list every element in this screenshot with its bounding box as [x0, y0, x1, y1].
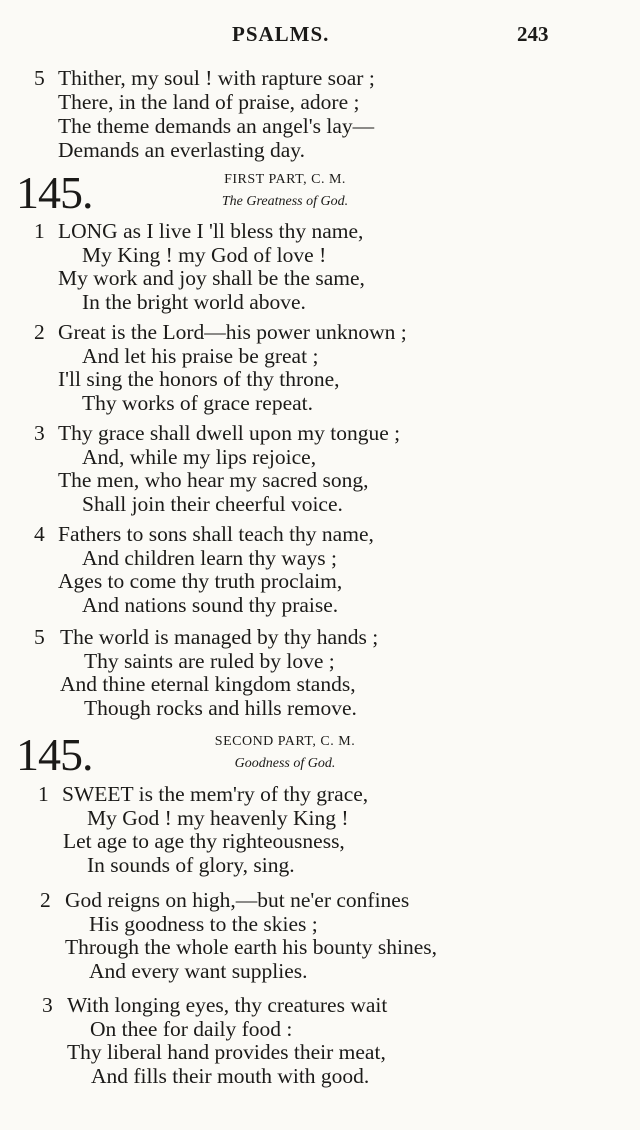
verse-line: With longing eyes, thy creatures wait: [67, 993, 388, 1017]
verse-line: The men, who hear my sacred song,: [58, 468, 369, 492]
verse-line: God reigns on high,—but ne'er confines: [65, 888, 410, 912]
verse-line: SWEET is the mem'ry of thy grace,: [62, 782, 369, 806]
verse-line: Ages to come thy truth proclaim,: [58, 569, 343, 593]
verse-line: Thither, my soul ! with rapture soar ;: [58, 66, 375, 90]
verse-line: The theme demands an angel's lay—: [58, 114, 375, 138]
stanza-number: 3: [42, 993, 53, 1017]
stanza-number: 4: [34, 522, 45, 546]
stanza-number: 3: [34, 421, 45, 445]
verse-line: Demands an everlasting day.: [58, 138, 305, 162]
verse-line: My work and joy shall be the same,: [58, 266, 365, 290]
verse-line: His goodness to the skies ;: [89, 912, 318, 936]
verse-line: Through the whole earth his bounty shines,: [65, 935, 438, 959]
stanza-number: 2: [34, 320, 45, 344]
verse-line: In sounds of glory, sing.: [87, 853, 295, 877]
stanza-number: 5: [34, 66, 45, 90]
hymn-number: 145.: [16, 167, 93, 218]
hymn-meter: FIRST PART, C. M.: [224, 172, 346, 187]
verse-line: In the bright world above.: [82, 290, 306, 314]
verse-line: Shall join their cheerful voice.: [82, 492, 343, 516]
verse-line: I'll sing the honors of thy throne,: [58, 367, 340, 391]
verse-line: Thy grace shall dwell upon my tongue ;: [58, 421, 401, 445]
verse-line: Thy works of grace repeat.: [82, 391, 314, 415]
stanza-number: 5: [34, 625, 45, 649]
stanza-number: 1: [34, 219, 45, 243]
verse-line: My King ! my God of love !: [82, 243, 327, 267]
stanza-number: 1: [38, 782, 49, 806]
verse-line: My God ! my heavenly King !: [87, 806, 349, 830]
page-header: [0, 22, 640, 52]
verse-line: And let his praise be great ;: [82, 344, 319, 368]
verse-line: LONG as I live I 'll bless thy name,: [58, 219, 364, 243]
hymn-subtitle: The Greatness of God.: [221, 194, 349, 209]
verse-line: Great is the Lord—his power unknown ;: [58, 320, 407, 344]
verse-line: Fathers to sons shall teach thy name,: [58, 522, 374, 546]
hymn-meter: SECOND PART, C. M.: [214, 734, 356, 749]
verse-line: And children learn thy ways ;: [82, 546, 337, 570]
verse-line: And nations sound thy praise.: [82, 593, 339, 617]
verse-line: Thy liberal hand provides their meat,: [67, 1040, 386, 1064]
verse-line: Though rocks and hills remove.: [84, 696, 357, 720]
verse-line: And every want supplies.: [89, 959, 308, 983]
running-title: PSALMS.: [232, 22, 330, 46]
hymn-subtitle: Goodness of God.: [234, 756, 336, 771]
verse-line: The world is managed by thy hands ;: [60, 625, 379, 649]
verse-line: And thine eternal kingdom stands,: [60, 672, 356, 696]
verse-line: Let age to age thy righteousness,: [63, 829, 345, 853]
verse-line: And fills their mouth with good.: [91, 1064, 370, 1088]
verse-line: There, in the land of praise, adore ;: [58, 90, 360, 114]
stanza-number: 2: [40, 888, 51, 912]
verse-line: Thy saints are ruled by love ;: [84, 649, 335, 673]
hymn-number: 145.: [16, 729, 93, 780]
page-number: 243: [517, 22, 549, 46]
verse-line: On thee for daily food :: [90, 1017, 293, 1041]
verse-line: And, while my lips rejoice,: [82, 445, 317, 469]
